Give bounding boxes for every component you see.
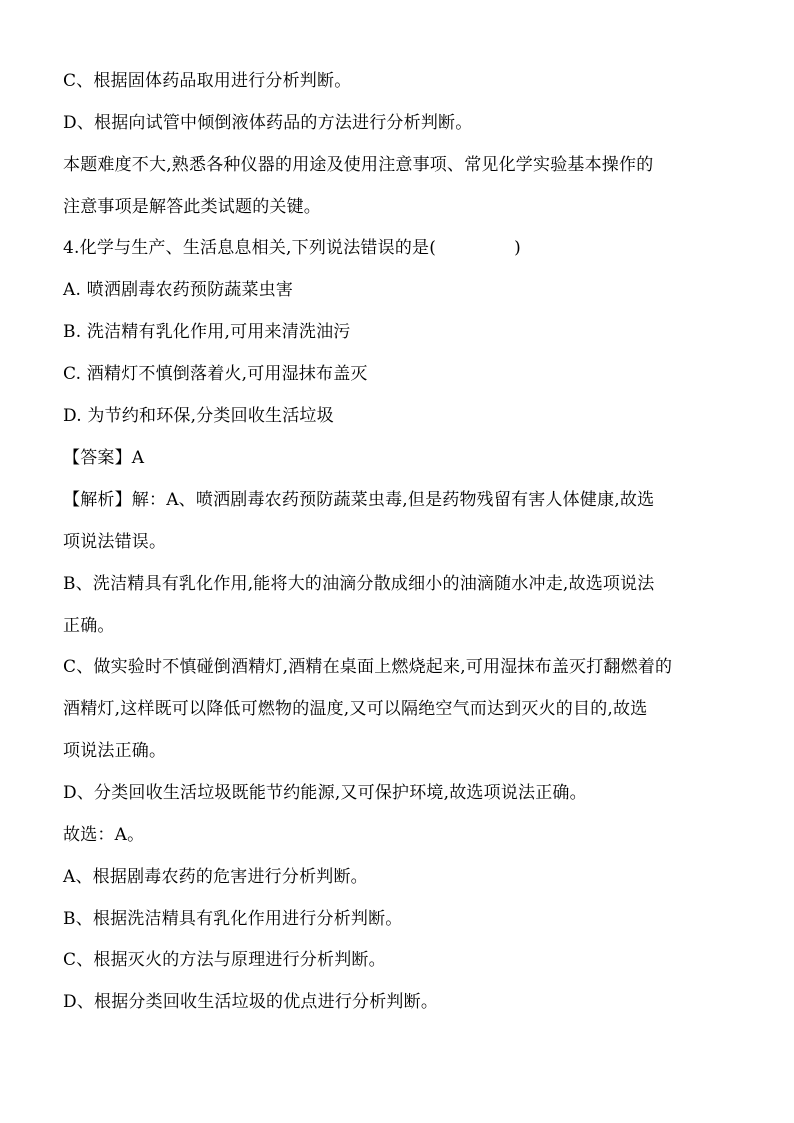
question-4-stem [63,236,743,260]
analysis-line: 项说法错误。 [63,532,167,552]
analysis-line: 酒精灯,这样既可以降低可燃物的温度,又可以隔绝空气而达到灭火的目的,故选 [63,699,648,719]
question-4-close-paren: ) [514,238,521,258]
analysis-line: D、分类回收生活垃圾既能节约能源,又可保护环境,故选项说法正确。 [63,783,587,803]
analysis-line: 正确。 [63,616,115,636]
option-c: C. 酒精灯不慎倒落着火,可用湿抹布盖灭 [63,364,368,384]
choice-line: 故选：A。 [63,825,145,845]
option-a: A. 喷洒剧毒农药预防蔬菜虫害 [63,280,294,300]
text-line: 注意事项是解答此类试题的关键。 [63,197,321,217]
analysis-line: 项说法正确。 [63,741,167,761]
hint-line: A、根据剧毒农药的危害进行分析判断。 [63,867,368,887]
text-line: C、根据固体药品取用进行分析判断。 [63,71,352,91]
analysis-line: 【解析】解：A、喷洒剧毒农药预防蔬菜虫毒,但是药物残留有害人体健康,故选 [63,490,655,510]
question-4-text: 4.化学与生产、生活息息相关,下列说法错误的是( [63,238,437,258]
text-line: 本题难度不大,熟悉各种仪器的用途及使用注意事项、常见化学实验基本操作的 [63,155,654,175]
hint-line: D、根据分类回收生活垃圾的优点进行分析判断。 [63,992,439,1012]
text-line: D、根据向试管中倾倒液体药品的方法进行分析判断。 [63,113,473,133]
analysis-line: B、洗洁精具有乳化作用,能将大的油滴分散成细小的油滴随水冲走,故选项说法 [63,574,655,594]
analysis-line: C、做实验时不慎碰倒酒精灯,酒精在桌面上燃烧起来,可用湿抹布盖灭打翻燃着的 [63,657,673,677]
hint-line: C、根据灭火的方法与原理进行分析判断。 [63,950,386,970]
hint-line: B、根据洗洁精具有乳化作用进行分析判断。 [63,909,403,929]
option-d: D. 为节约和环保,分类回收生活垃圾 [63,406,334,426]
option-b: B. 洗洁精有乳化作用,可用来清洗油污 [63,322,351,342]
answer-line: 【答案】A [63,448,145,468]
